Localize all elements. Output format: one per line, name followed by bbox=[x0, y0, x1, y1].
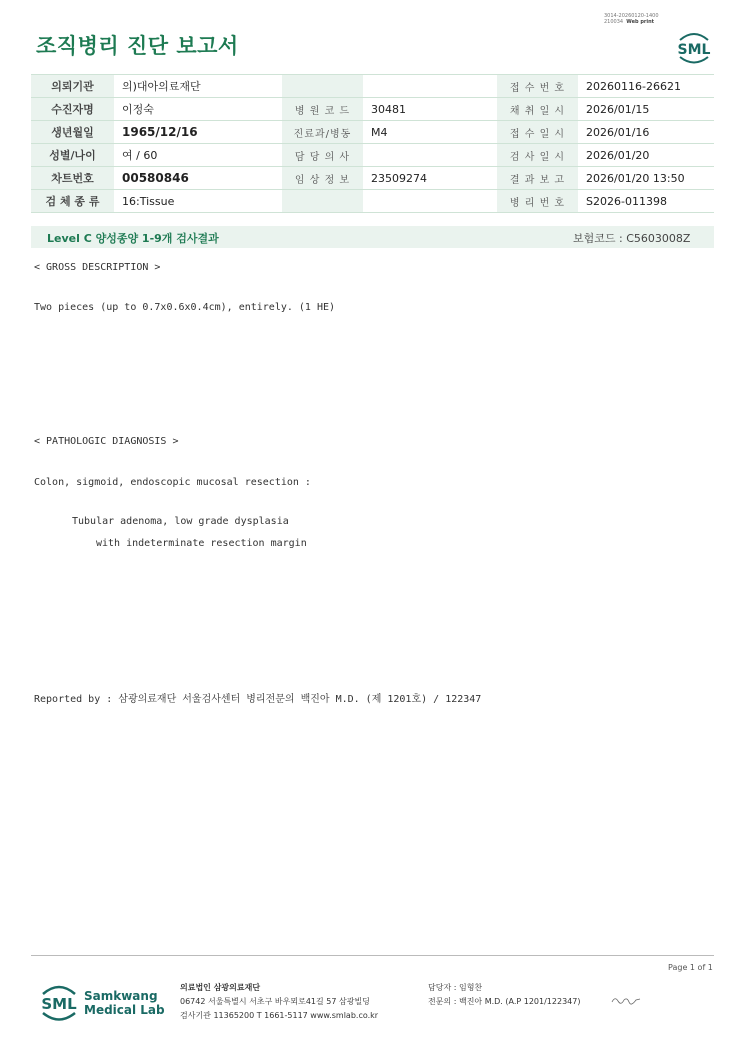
info-value-v3: 2026/01/16 bbox=[578, 121, 714, 144]
info-label-l3: 병 리 번 호 bbox=[497, 190, 578, 213]
info-label-l3: 접 수 번 호 bbox=[497, 75, 578, 98]
info-row bbox=[31, 190, 714, 213]
print-id bbox=[604, 13, 659, 25]
gross-text: Two pieces (up to 0.7x0.6x0.4cm), entirely. (1 HE) bbox=[34, 302, 336, 313]
logo-bottom-text: SML bbox=[41, 995, 77, 1013]
info-label-l2: 진료과/병동 bbox=[282, 121, 363, 144]
diagnosis-heading: < PATHOLOGIC DIAGNOSIS > bbox=[34, 436, 179, 447]
info-value-v1: 00580846 bbox=[114, 167, 282, 190]
info-label-l2: 담 당 의 사 bbox=[282, 144, 363, 167]
print-id-line2: 210034 bbox=[604, 19, 624, 25]
info-label-l3: 결 과 보 고 bbox=[497, 167, 578, 190]
reported-by: Reported by : 삼광의료재단 서울검사센터 병리전문의 백진아 M.D. (제 1201호) / 122347 bbox=[34, 694, 482, 705]
info-value-v2 bbox=[363, 75, 497, 98]
info-row bbox=[31, 167, 714, 190]
page-number: Page 1 of 1 bbox=[668, 963, 713, 972]
gross-heading: < GROSS DESCRIPTION > bbox=[34, 262, 161, 273]
diagnosis-line-2: with indeterminate resection margin bbox=[96, 538, 307, 549]
info-row bbox=[31, 75, 714, 98]
footer-address: 06742 서울특별시 서초구 바우뫼로41길 57 삼광빌딩 bbox=[180, 997, 370, 1006]
info-value-v2 bbox=[363, 190, 497, 213]
footer-org: 의료법인 삼광의료재단 bbox=[180, 983, 261, 992]
footer-divider bbox=[31, 955, 714, 956]
info-label-l1: 성별/나이 bbox=[31, 144, 114, 167]
info-value-v3: 2026/01/20 13:50 bbox=[578, 167, 714, 190]
info-value-v2: 30481 bbox=[363, 98, 497, 121]
footer-manager: 담당자 : 임형찬 bbox=[428, 983, 483, 992]
info-value-v1: 16:Tissue bbox=[114, 190, 282, 213]
footer-doctor: 전문의 : 백진아 M.D. (A.P 1201/122347) bbox=[428, 997, 581, 1006]
info-value-v3: S2026-011398 bbox=[578, 190, 714, 213]
insurance-code: 보험코드 : C5603008Z bbox=[573, 232, 691, 245]
info-label-l3: 접 수 일 시 bbox=[497, 121, 578, 144]
info-value-v2 bbox=[363, 144, 497, 167]
patient-info-table bbox=[31, 74, 714, 213]
info-value-v1: 이정숙 bbox=[114, 98, 282, 121]
info-label-l1: 의뢰기관 bbox=[31, 75, 114, 98]
print-id-line1: 3014-20260120-1400 bbox=[604, 13, 659, 19]
info-label-l1: 생년월일 bbox=[31, 121, 114, 144]
info-value-v3: 2026/01/15 bbox=[578, 98, 714, 121]
info-value-v2: 23509274 bbox=[363, 167, 497, 190]
info-row bbox=[31, 98, 714, 121]
info-value-v3: 20260116-26621 bbox=[578, 75, 714, 98]
brand-name-line2: Medical Lab bbox=[84, 1003, 165, 1017]
info-label-l2 bbox=[282, 190, 363, 213]
info-label-l1: 수진자명 bbox=[31, 98, 114, 121]
info-label-l2: 병 원 코 드 bbox=[282, 98, 363, 121]
info-value-v1: 여 / 60 bbox=[114, 144, 282, 167]
logo-top-text: SML bbox=[677, 42, 711, 58]
sml-logo-bottom-icon bbox=[37, 980, 81, 1026]
info-label-l1: 차트번호 bbox=[31, 167, 114, 190]
signature-icon bbox=[610, 994, 642, 1006]
report-title: 조직병리 진단 보고서 bbox=[36, 34, 239, 58]
info-label-l3: 채 취 일 시 bbox=[497, 98, 578, 121]
info-value-v3: 2026/01/20 bbox=[578, 144, 714, 167]
info-label-l2: 임 상 정 보 bbox=[282, 167, 363, 190]
info-label-l1: 검 체 종 류 bbox=[31, 190, 114, 213]
footer-institution: 검사기관 11365200 T 1661-5117 www.smlab.co.kr bbox=[180, 1011, 379, 1020]
info-row bbox=[31, 121, 714, 144]
print-mode: Web print bbox=[626, 19, 655, 25]
info-value-v1: 의)대아의료재단 bbox=[114, 75, 282, 98]
brand-name-line1: Samkwang bbox=[84, 989, 158, 1003]
level-title: Level C 양성종양 1-9개 검사결과 bbox=[47, 232, 219, 245]
info-row bbox=[31, 144, 714, 167]
info-label-l3: 검 사 일 시 bbox=[497, 144, 578, 167]
info-value-v1: 1965/12/16 bbox=[114, 121, 282, 144]
diagnosis-site: Colon, sigmoid, endoscopic mucosal resection : bbox=[34, 477, 311, 488]
info-value-v2: M4 bbox=[363, 121, 497, 144]
info-label-l2 bbox=[282, 75, 363, 98]
sml-logo-icon bbox=[672, 28, 716, 66]
diagnosis-line-1: Tubular adenoma, low grade dysplasia bbox=[72, 516, 289, 527]
